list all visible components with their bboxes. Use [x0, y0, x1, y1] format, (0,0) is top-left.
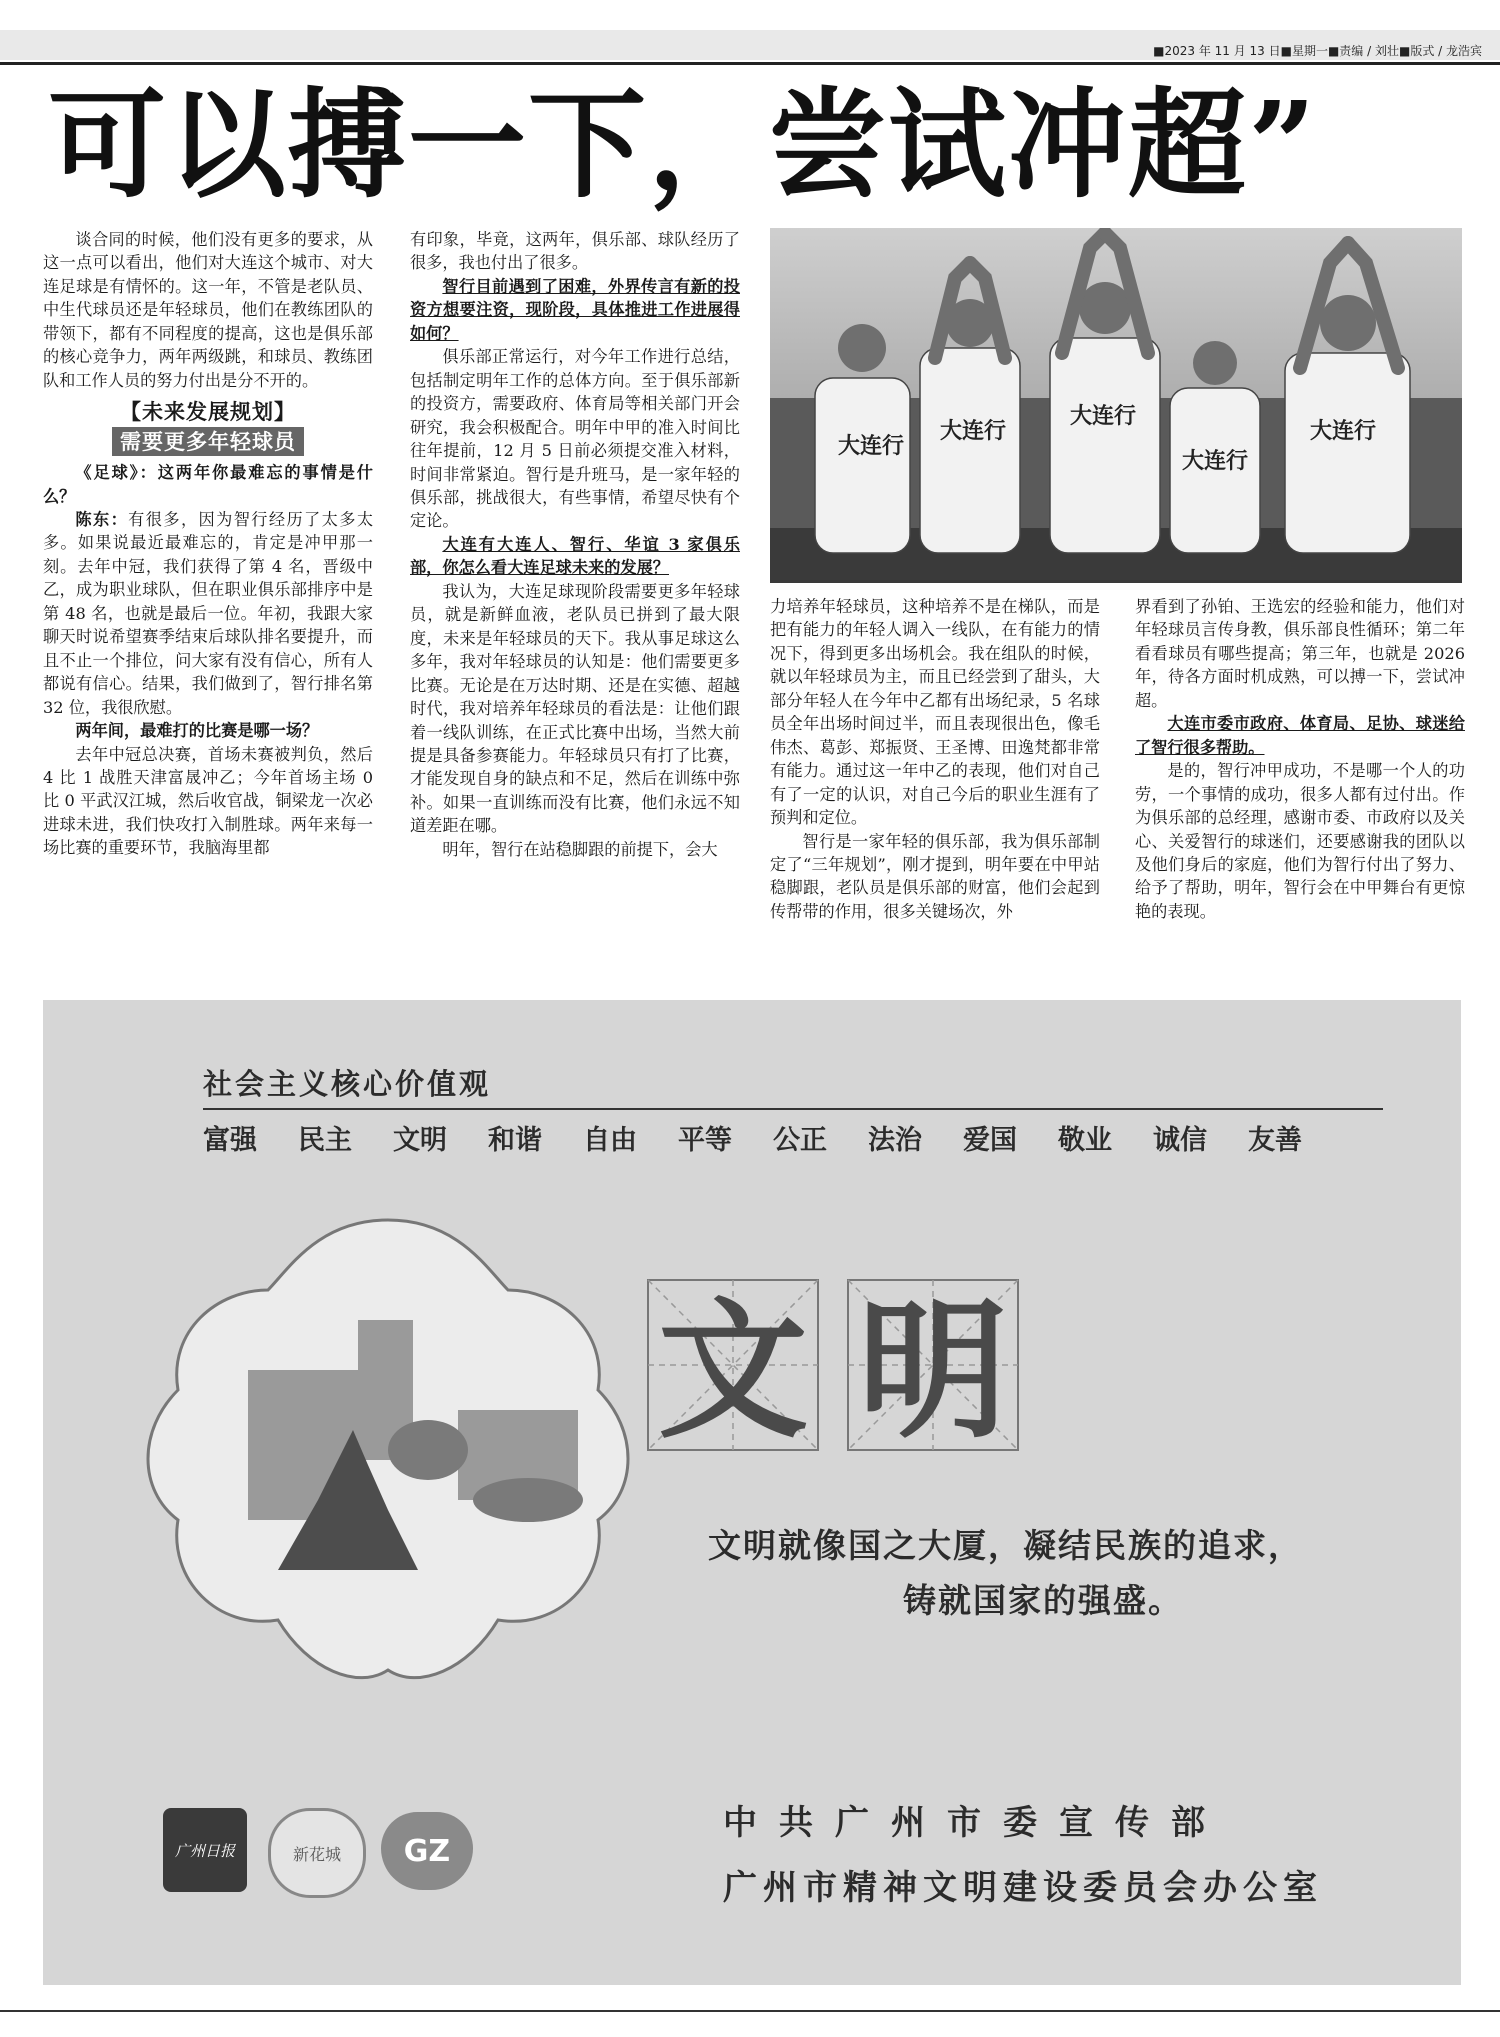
core-values-list [203, 1118, 1403, 1157]
headline: 可以搏一下，尝试冲超” [48, 75, 1318, 214]
core-value: 富强 [203, 1125, 257, 1156]
question: 《足球》：这两年你最难忘的事情是什么？ [43, 463, 373, 506]
header-rule [0, 62, 1500, 65]
section-subheading-label: 需要更多年轻球员 [112, 427, 304, 456]
gz-logo-text: GZ [403, 1833, 451, 1869]
core-value: 法治 [868, 1125, 922, 1156]
guangzhou-daily-logo [163, 1808, 247, 1892]
core-value: 公正 [773, 1125, 827, 1156]
answer: 我认为，大连足球现阶段需要更多年轻球员，就是新鲜血液，老队员已拼到了最大限度，未来是年轻球员的天下。我从事足球这么多年，我对年轻球员的认知是：他们需要更多比赛。无论是在万达时期、还是在实德、超越时代，我对培养年轻球员的看法是：让他们跟着一线队训练，在正式比赛中出场，当然大前提是具备参赛能力。年轻球员只有打了比赛，才能发现自身的缺点和不足，然后在训练中弥补。如果一直训练而没有比赛，他们永远不知道差距在哪。 [410, 581, 740, 836]
core-value: 平等 [678, 1125, 732, 1156]
shirt-text: 大连行 [838, 433, 905, 459]
core-value: 自由 [583, 1125, 637, 1156]
paragraph: 智行是一家年轻的俱乐部，我为俱乐部制定了“三年规划”，刚才提到，明年要在中甲站稳脚跟，老队员是俱乐部的财富，他们会起到传帮带的作用，很多关键场次，外 [770, 831, 1100, 921]
core-value: 文明 [393, 1125, 447, 1156]
core-value: 爱国 [963, 1125, 1017, 1156]
article-column-4 [1135, 595, 1465, 923]
org-line-2: 广州市精神文明建设委员会办公室 [723, 1868, 1323, 1908]
section-heading: 【未来发展规划】 [120, 399, 296, 425]
xinhuacheng-logo-text: 新花城 [292, 1844, 341, 1864]
answer [43, 508, 373, 719]
team-photo-art [770, 228, 1462, 583]
xinhuacheng-logo [268, 1808, 366, 1898]
shirt-text: 大连行 [940, 418, 1007, 444]
shirt-text: 大连行 [1182, 448, 1249, 474]
answer: 俱乐部正常运行，对今年工作进行总结，包括制定明年工作的总体方向。至于俱乐部新的投资方，需要政府、体育局等相关部门开会研究，我会积极配合。明年中甲的准入时间比往年提前，12 月 5 日前必须提交准入材料，时间非常紧迫。智行是升班马，是一家年轻的俱乐部，挑战很大，有些事情，希望尽快有个定论。 [410, 347, 740, 531]
guangzhou-daily-logo-text: 广州日报 [174, 1841, 235, 1860]
speaker-label: 陈东： [75, 509, 129, 529]
footer-rule [0, 2010, 1500, 2012]
dateline: ■2023 年 11 月 13 日■星期一■责编 / 刘壮■版式 / 龙浩宾 [1153, 44, 1482, 58]
question: 两年间，最难打的比赛是哪一场？ [75, 721, 319, 741]
slogan-line-2: 铸就国家的强盛。 [903, 1581, 1183, 1620]
answer: 去年中冠总决赛，首场未赛被判负，然后 4 比 1 战胜天津富晟冲乙；今年首场主场 0 比 0 平武汉江城，然后收官战，铜梁龙一次必进球未进，我们快攻打入制胜球。两年来每一场比赛的重要环节，我脑海里都 [43, 744, 373, 858]
section-subheading [43, 430, 373, 455]
question: 大连市委市政府、体育局、足协、球迷给了智行很多帮助。 [1135, 714, 1465, 757]
question: 智行目前遇到了困难，外界传言有新的投资方想要注资，现阶段，具体推进工作进展得如何？ [410, 276, 740, 343]
shirt-text: 大连行 [1310, 418, 1377, 444]
question: 大连有大连人、智行、华谊 3 家俱乐部，你怎么看大连足球未来的发展？ [410, 534, 740, 578]
core-value: 民主 [298, 1125, 352, 1156]
landscape-medallion [128, 1200, 648, 1700]
answer: 是的，智行冲甲成功，不是哪一个人的功劳，一个事情的成功，很多人都有过付出。作为俱乐部的总经理，感谢市委、市政府以及关心、关爱智行的球迷们，还要感谢我的团队以及他们身后的家庭，他们为智行付出了努力、给予了帮助，明年，智行会在中甲舞台有更惊艳的表现。 [1135, 761, 1465, 921]
core-value: 和谐 [488, 1125, 542, 1156]
answer-text: 有很多，因为智行经历了太多太多。如果说最近最难忘的，肯定是冲甲那一刻。去年中冠，我们获得了第 4 名，晋级中乙，成为职业球队，但在职业俱乐部排序中是第 48 名，也就是最后一位。年初，我跟大家聊天时说希望赛季结束后球队排名要提升，而且不止一个排位，问大家有没有信心，所有人都说有信心。结果，我们做到了，智行排名第 32 位，我很欣慰。 [43, 509, 374, 717]
core-value: 诚信 [1153, 1125, 1207, 1156]
answer: 明年，智行在站稳脚跟的前提下，会大 [442, 839, 718, 859]
big-character-grid [643, 1275, 1023, 1465]
paragraph: 力培养年轻球员，这种培养不是在梯队，而是把有能力的年轻人调入一线队，在有能力的情况下，得到更多出场机会。我在组队的时候，就以年轻球员为主，而且已经尝到了甜头，大部分年轻人在今年中乙都有出场纪录，5 名球员全年出场时间过半，而且表现很出色，像毛伟杰、葛彭、郑振贤、王圣博、田逸梵都非常有能力。通过这一年中乙的表现，他们对自己有了一定的认识，对自己今后的职业生涯有了预判和定位。 [770, 597, 1100, 828]
shirt-text: 大连行 [1070, 403, 1137, 429]
article-column-2 [410, 228, 740, 861]
article-column-3 [770, 595, 1100, 923]
team-photo [770, 228, 1462, 583]
org-line-1: 中共广州市委宣传部 [723, 1803, 1227, 1843]
gz-logo [381, 1812, 473, 1890]
article-column-1 [43, 228, 373, 860]
ad-title-rule [203, 1108, 1383, 1110]
core-value: 敬业 [1058, 1125, 1112, 1156]
paragraph: 有印象，毕竟，这两年，俱乐部、球队经历了很多，我也付出了很多。 [410, 230, 740, 273]
big-char-ming: 明 [857, 1283, 1009, 1459]
paragraph: 谈合同的时候，他们没有更多的要求，从这一点可以看出，他们对大连这个城市、对大连足球是有情怀的。这一年，不管是老队员、中生代球员还是年轻球员，他们在教练团队的带领下，都有不同程度的提高，这也是俱乐部的核心竞争力，两年两级跳，和球员、教练团队和工作人员的努力付出是分不开的。 [43, 230, 373, 390]
core-value: 友善 [1248, 1125, 1302, 1156]
big-char-wen: 文 [657, 1283, 809, 1459]
ad-title: 社会主义核心价值观 [203, 1067, 492, 1101]
paragraph: 界看到了孙铂、王选宏的经验和能力，他们对年轻球员言传身教，俱乐部良性循环；第二年看看球员有哪些提高；第三年，也就是 2026 年，待各方面时机成熟，可以搏一下，尝试冲超。 [1135, 597, 1465, 710]
public-service-ad [43, 1000, 1461, 1985]
slogan-line-1: 文明就像国之大厦，凝结民族的追求， [708, 1526, 1303, 1565]
